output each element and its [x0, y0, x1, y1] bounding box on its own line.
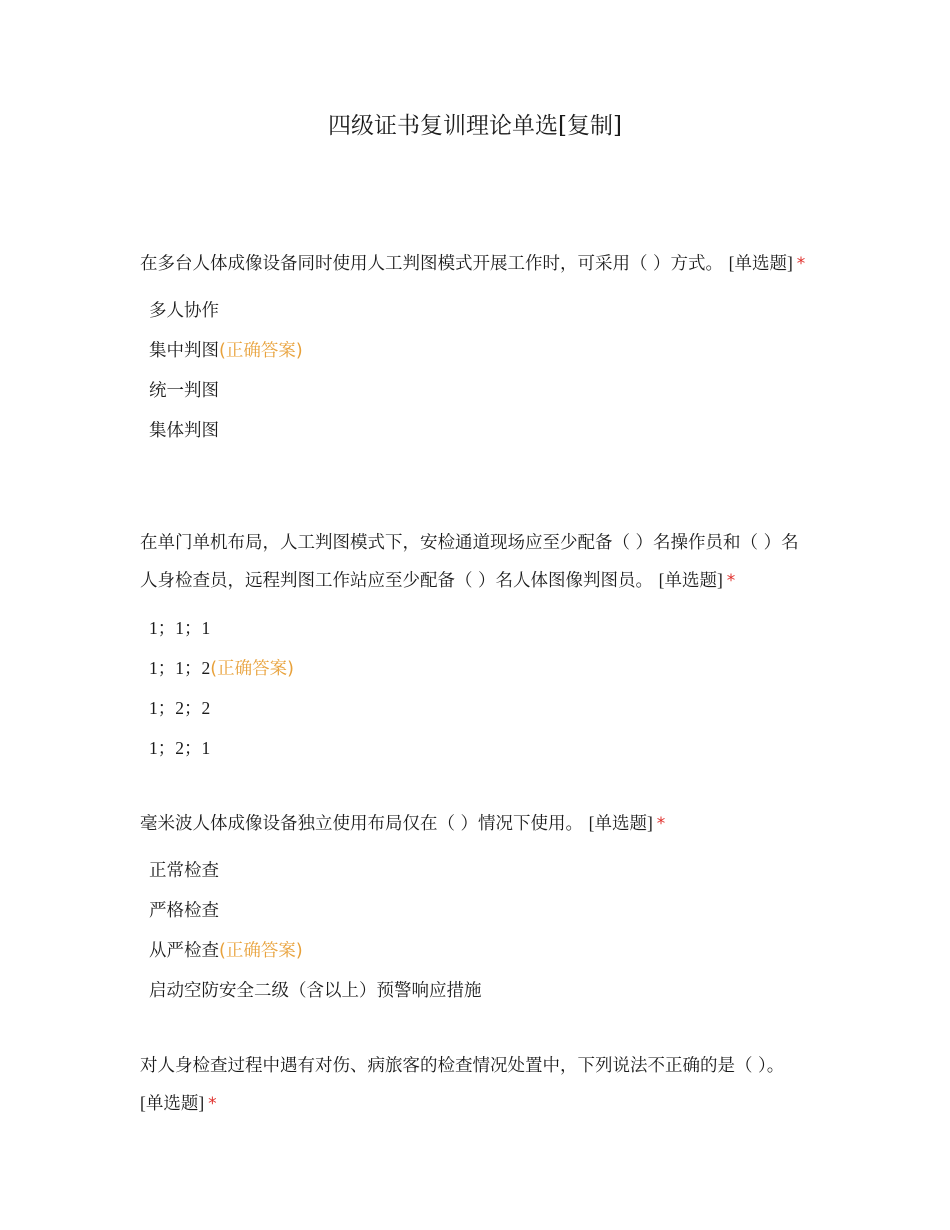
option-list [140, 291, 812, 451]
question-text: 在单门单机布局，人工判图模式下，安检通道现场应至少配备（ ）名操作员和（ ）名人身检查员，远程判图工作站应至少配备（ ）名人体图像判图员。 [140, 533, 799, 591]
option-item[interactable] [149, 851, 812, 891]
option-list [140, 608, 812, 768]
option-text: 统一判图 [149, 381, 219, 401]
page-title: 四级证书复训理论单选[复制] [328, 113, 622, 139]
required-marker: * [208, 1094, 217, 1114]
question-stem [140, 1048, 812, 1123]
question-text: 在多台人体成像设备同时使用人工判图模式开展工作时，可采用（ ）方式。 [140, 254, 724, 274]
option-item[interactable] [149, 728, 812, 768]
option-item[interactable] [149, 291, 812, 331]
option-text: 1；2；2 [149, 698, 211, 718]
option-item[interactable] [149, 648, 812, 688]
option-item[interactable] [149, 688, 812, 728]
option-text: 启动空防安全二级（含以上）预警响应措施 [149, 981, 482, 1001]
question-type-label: [单选题] [728, 253, 793, 273]
option-item[interactable] [149, 971, 812, 1011]
question-type-label: [单选题] [140, 1093, 205, 1113]
option-item[interactable] [149, 891, 812, 931]
question-type-label: [单选题] [588, 813, 653, 833]
option-text: 严格检查 [149, 901, 219, 921]
option-text: 从严检查 [149, 941, 219, 961]
correct-answer-mark: (正确答案) [219, 941, 303, 961]
required-marker: * [726, 571, 736, 591]
question-type-label: [单选题] [658, 570, 723, 590]
required-marker: * [656, 814, 666, 834]
option-text: 集中判图 [149, 341, 219, 361]
question-2 [140, 525, 812, 768]
option-text: 1；2；1 [149, 738, 211, 758]
option-text: 多人协作 [149, 301, 219, 321]
correct-answer-mark: (正确答案) [219, 341, 303, 361]
question-stem [140, 525, 812, 600]
question-text: 毫米波人体成像设备独立使用布局仅在（ ）情况下使用。 [140, 814, 584, 834]
option-item[interactable] [149, 931, 812, 971]
question-text: 对人身检查过程中遇有对伤、病旅客的检查情况处置中，下列说法不正确的是（ ）。 [140, 1056, 785, 1076]
question-4 [140, 1048, 812, 1123]
option-item[interactable] [149, 608, 812, 648]
question-stem [140, 245, 812, 283]
option-list [140, 851, 812, 1011]
question-3 [140, 805, 812, 1011]
correct-answer-mark: (正确答案) [210, 659, 294, 679]
question-1 [140, 245, 812, 451]
option-item[interactable] [149, 331, 812, 371]
option-text: 正常检查 [149, 861, 219, 881]
option-text: 1；1；1 [149, 618, 211, 638]
option-text: 集体判图 [149, 421, 219, 441]
option-item[interactable] [149, 411, 812, 451]
option-text: 1；1；2 [149, 658, 211, 678]
option-item[interactable] [149, 371, 812, 411]
question-stem [140, 805, 812, 843]
required-marker: * [796, 254, 806, 274]
